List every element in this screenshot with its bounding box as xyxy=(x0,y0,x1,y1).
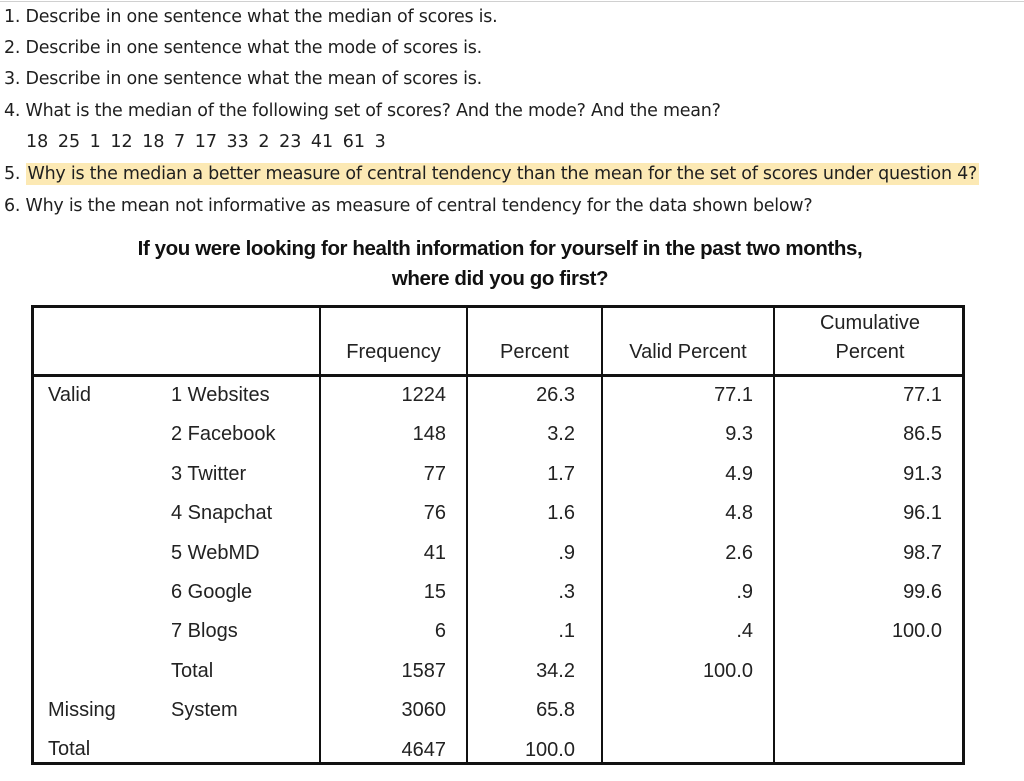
score-list: 18 25 1 12 18 7 17 33 2 23 41 61 3 xyxy=(26,132,386,152)
header-cumulative: Cumulative xyxy=(819,312,921,334)
cell-cumulative-percent: 96.1 xyxy=(903,502,942,525)
group-label-missing: Missing xyxy=(48,699,116,721)
cell-percent: .1 xyxy=(558,620,575,643)
question-3: 3. Describe in one sentence what the mean of scores is. xyxy=(4,69,482,89)
group-label-total: Total xyxy=(48,738,91,760)
cell-valid-percent: 2.6 xyxy=(725,541,753,564)
header-valid-percent: Valid Percent xyxy=(629,341,747,363)
table-title-line-1: If you were looking for health information for yourself in the past two months, xyxy=(137,237,863,260)
cell-frequency: 148 xyxy=(412,423,446,446)
frequency-table xyxy=(31,305,965,765)
row-label: 2 Facebook xyxy=(171,423,276,446)
cell-frequency: 1587 xyxy=(401,659,446,682)
table-title xyxy=(0,234,1000,294)
cell-cumulative-percent: 100.0 xyxy=(891,620,942,643)
cell-cumulative-percent: 91.3 xyxy=(903,462,942,485)
cell-valid-percent: .4 xyxy=(736,620,753,643)
cell-frequency: 6 xyxy=(434,620,446,643)
cell-valid-percent: 9.3 xyxy=(725,423,753,446)
group-label-valid: Valid xyxy=(48,384,91,406)
cell-valid-percent: 77.1 xyxy=(714,384,753,406)
cell-valid-percent: 4.9 xyxy=(725,462,753,485)
cell-percent: 65.8 xyxy=(536,699,575,722)
row-label: 6 Google xyxy=(171,581,253,603)
header-frequency: Frequency xyxy=(346,341,441,363)
top-divider xyxy=(0,1,1024,2)
cell-frequency: 41 xyxy=(423,541,446,564)
header-cumulative-percent: Percent xyxy=(835,341,905,363)
question-6: 6. Why is the mean not informative as measure of central tendency for the data shown below? xyxy=(4,196,813,216)
cell-percent: 100.0 xyxy=(524,738,575,761)
row-label: 7 Blogs xyxy=(171,620,238,643)
row-label: 1 Websites xyxy=(171,384,270,406)
cell-valid-percent: 4.8 xyxy=(725,502,753,525)
cell-frequency: 15 xyxy=(423,581,446,603)
cell-frequency: 1224 xyxy=(401,384,446,406)
cell-percent: 1.6 xyxy=(547,502,575,525)
cell-percent: 26.3 xyxy=(536,384,575,406)
question-5 xyxy=(4,162,979,186)
cell-cumulative-percent: 98.7 xyxy=(903,541,942,564)
row-label: Total xyxy=(171,659,214,682)
question-5-number: 5. xyxy=(4,164,21,184)
cell-percent: 3.2 xyxy=(547,423,575,446)
row-label: 4 Snapchat xyxy=(171,502,273,525)
cell-valid-percent: .9 xyxy=(736,581,753,603)
cell-valid-percent: 100.0 xyxy=(702,659,753,682)
cell-frequency: 76 xyxy=(423,502,446,525)
cell-cumulative-percent: 77.1 xyxy=(903,384,942,406)
question-1: 1. Describe in one sentence what the median of scores is. xyxy=(4,7,498,27)
cell-frequency: 3060 xyxy=(401,699,446,722)
row-label: 5 WebMD xyxy=(171,541,260,564)
cell-cumulative-percent: 86.5 xyxy=(903,423,942,446)
cell-percent: 34.2 xyxy=(536,659,575,682)
cell-cumulative-percent: 99.6 xyxy=(903,581,942,603)
question-4: 4. What is the median of the following set of scores? And the mode? And the mean? xyxy=(4,101,721,121)
header-divider xyxy=(34,374,962,377)
cell-frequency: 77 xyxy=(423,462,446,485)
cell-percent: .9 xyxy=(558,541,575,564)
row-label: System xyxy=(171,699,238,722)
table-title-line-2: where did you go first? xyxy=(391,267,609,290)
cell-percent: .3 xyxy=(558,581,575,603)
header-percent: Percent xyxy=(500,341,569,363)
highlighted-question-5-text: Why is the median a better measure of central tendency than the mean for the set of scores under question 4? xyxy=(27,164,978,184)
cell-frequency: 4647 xyxy=(401,738,446,761)
row-label: 3 Twitter xyxy=(171,462,247,485)
cell-percent: 1.7 xyxy=(547,462,575,485)
question-2: 2. Describe in one sentence what the mode of scores is. xyxy=(4,38,482,58)
